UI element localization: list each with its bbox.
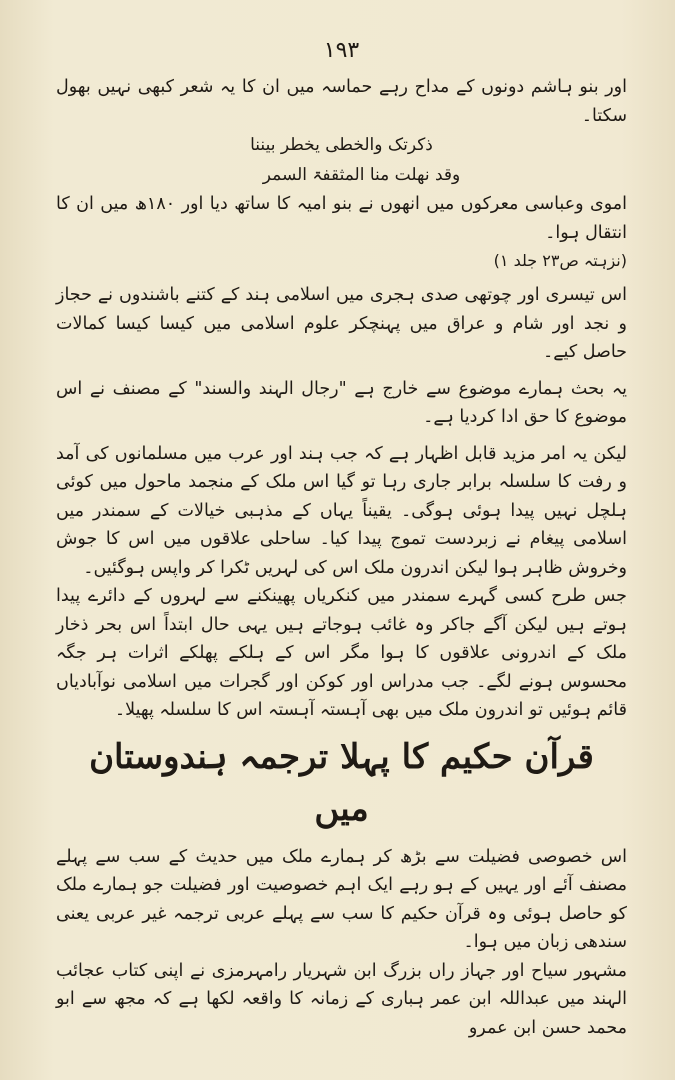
paragraph-rijal: یہ بحث ہمارے موضوع سے خارج ہے "رجال الہند والسند" کے مصنف نے اس موضوع کا حق ادا کردیا ہے۔	[56, 378, 627, 427]
paragraph-ibn-shahriyar: مشہور سیاح اور جہاز راں بزرگ ابن شہریار رامہرمزی نے اپنی کتاب عجائب الہند میں عبداللہ ابن عمر ہباری کے زمانہ کا واقعہ لکھا ہے کہ مجھ سے ابو محمد حسن ابن عمرو	[56, 960, 627, 1038]
paragraph-umayyad: اموی وعباسی معرکوں میں انھوں نے بنو امیہ کا ساتھ دیا اور ۱۸۰ھ میں ان کا انتقال ہوا۔	[56, 194, 628, 243]
paragraph-third-century: اس تیسری اور چوتھی صدی ہجری میں اسلامی ہند کے کتنے باشندوں نے حجاز و نجد اور شام و عراق میں پہنچکر علوم اسلامی میں کیسا کیسا کمالات حاصل کیے۔	[56, 285, 627, 362]
section-heading: قرآن حکیم کا پہلا ترجمہ ہندوستان میں	[89, 736, 594, 829]
paragraph-intro: اور بنو ہاشم دونوں کے مداح رہے حماسہ میں ان کا یہ شعر کبھی نہیں بھول سکتا۔	[56, 77, 627, 126]
paragraph-movement: لیکن یہ امر مزید قابل اظہار ہے کہ جب ہند اور عرب میں مسلمانوں کی آمد و رفت کا سلسلہ برابر جاری رہا تو گیا اس ملک کے منجمد ماحول میں کوئی ہلچل نہیں پیدا ہوئی ہوگی۔ یقیناً یہاں کے مذہبی خیالات کے سمندر میں اسلامی پیغام نے زبردست تموج پیدا کیا۔ ساحلی علاقوں میں اس کا جوش وخروش ظاہر ہوا لیکن اندرون ملک اس کی لہریں ٹکرا کر واپس ہوگئیں۔	[56, 443, 627, 578]
paragraph-ripples: جس طرح کسی گہرے سمندر میں کنکریاں پھینکنے سے لہروں کے دائرے پیدا ہوتے ہیں لیکن آگے جاکر وہ غائب ہوجاتے ہیں یہی حال ابتداً اس بحر ذخار ملک کے اندرونی علاقوں کا ہوا مگر اس کے ہلکے پھلکے اثرات ہر جگہ محسوس ہونے لگے۔ جب مدراس اور کوکن اور گجرات میں اسلامی نوآبادیاں قائم ہوئیں تو اندرون ملک میں بھی آہستہ آہستہ اس کا سلسلہ پھیلا۔	[56, 586, 627, 720]
citation: (نزہتہ ص۲۳ جلد ۱)	[493, 251, 627, 270]
page-number: ۱۹۳	[323, 38, 360, 63]
verse-line-1: ذکرتک والخطی یخطر بیننا	[250, 135, 433, 155]
paragraph-first-translation: اس خصوصی فضیلت سے بڑھ کر ہمارے ملک میں حدیث کے سب سے پہلے مصنف آئے اور یہیں کے ہو رہے ایک اہم خصوصیت اور فضیلت جو ہمارے ملک کو حاصل ہوئی وہ قرآن حکیم کا سب سے پہلے عربی ترجمہ غیر عربی یعنی سندھی زبان میں ہوا۔	[56, 846, 627, 952]
verse-line-2: وقد نھلت منا المثقفۃ السمر	[262, 165, 461, 185]
